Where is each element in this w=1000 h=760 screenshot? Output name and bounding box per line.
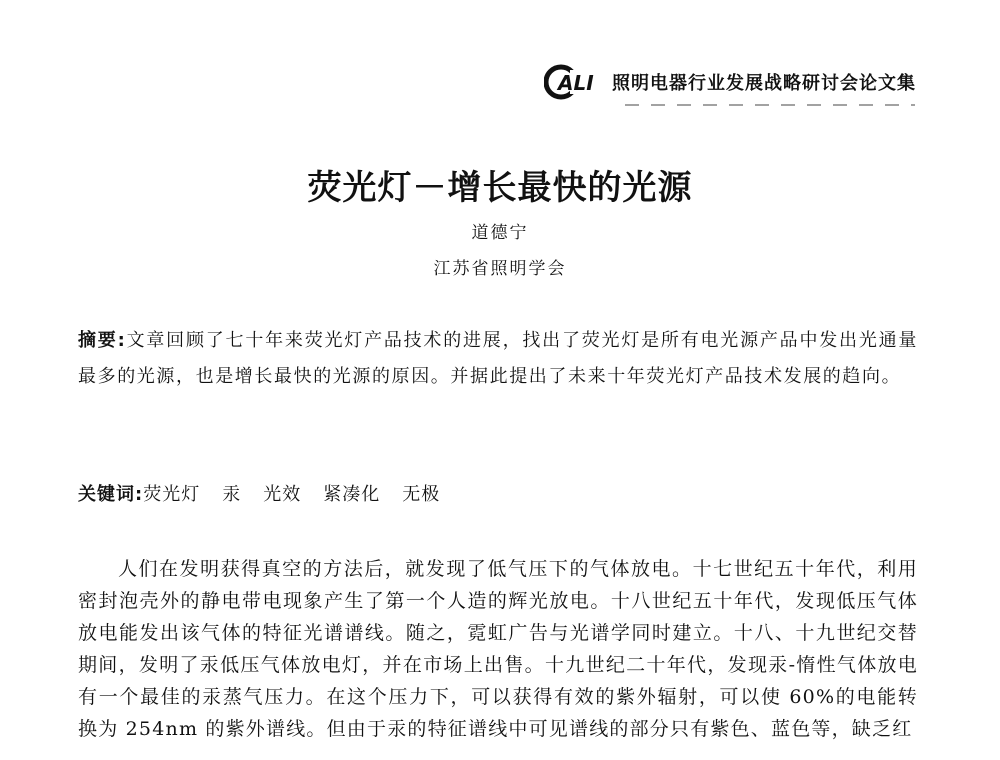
article-author: 道德宁 <box>471 223 529 243</box>
abstract-text: 文章回顾了七十年来荧光灯产品技术的进展，找出了荧光灯是所有电光源产品中发出光通量最多的光源，也是增长最快的光源的原因。并据此提出了未来十年荧光灯产品技术发展的趋向。 <box>78 330 919 387</box>
keywords <box>78 480 918 510</box>
header-title: 照明电器行业发展战略研讨会论文集 <box>612 73 916 94</box>
keyword-item: 紧凑化 <box>323 484 381 505</box>
keywords-label: 关键词: <box>78 484 144 505</box>
header-rule <box>625 104 915 106</box>
article-affiliation: 江苏省照明学会 <box>433 259 567 279</box>
running-header <box>544 64 916 100</box>
cali-logo-icon <box>544 64 606 100</box>
body-paragraph: 人们在发明获得真空的方法后，就发现了低气压下的气体放电。十七世纪五十年代，利用密封泡壳外的静电带电现象产生了第一个人造的辉光放电。十八世纪五十年代，发现低压气体放电能发出该气体的特征光谱谱线。随之，霓虹广告与光谱学同时建立。十八、十九世纪交替期间，发明了汞低压气体放电灯，并在市场上出售。十九世纪二十年代，发现汞-惰性气体放电有一个最佳的汞蒸气压力。在这个压力下，可以获得有效的紫外辐射，可以使 60%的电能转换为 254nm 的紫外谱线。但由于汞的特征谱线中可见谱线的部分只有紫色、蓝色等，缺乏红 <box>78 558 918 740</box>
keyword-item: 汞 <box>222 484 242 505</box>
abstract <box>78 323 918 395</box>
logo-text: ALI <box>558 71 594 95</box>
keyword-item: 无极 <box>402 484 441 505</box>
keyword-item: 光效 <box>263 484 302 505</box>
keyword-item: 荧光灯 <box>143 484 201 505</box>
article-title: 荧光灯－增长最快的光源 <box>307 168 693 208</box>
abstract-label: 摘要: <box>78 330 127 351</box>
